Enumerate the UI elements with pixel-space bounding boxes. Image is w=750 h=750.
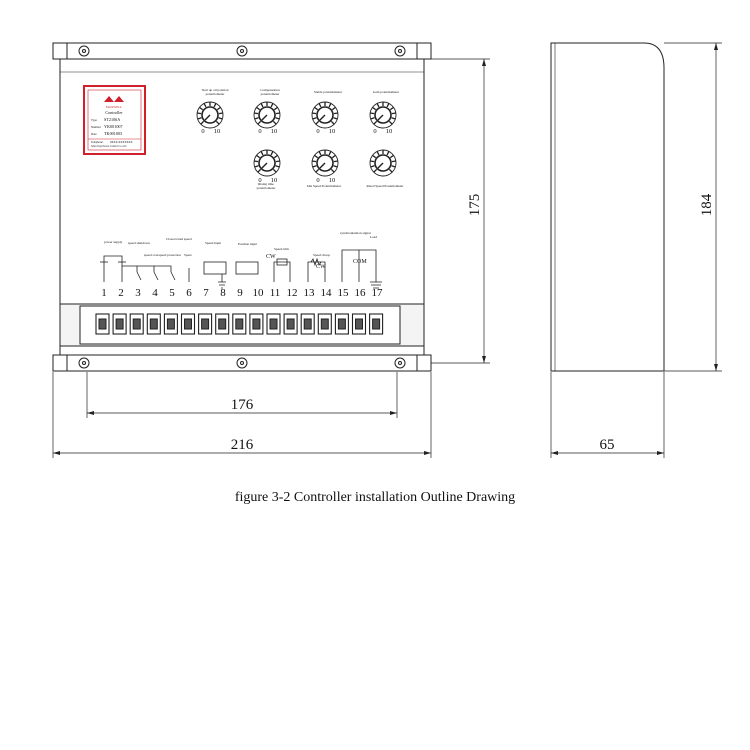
dim-184: 184 bbox=[699, 193, 715, 217]
mount-hole bbox=[79, 46, 89, 56]
terminal-number: 14 bbox=[320, 287, 332, 299]
pot-label: potentiometer bbox=[256, 186, 276, 190]
terminal-screw bbox=[96, 314, 109, 334]
potentiometer-knob bbox=[254, 150, 280, 176]
terminal-screw bbox=[318, 314, 331, 334]
potentiometer-knob bbox=[370, 102, 396, 128]
side-view bbox=[551, 43, 664, 371]
label-com: COM bbox=[353, 259, 367, 265]
terminal-screw bbox=[267, 314, 280, 334]
label-speed-droop: Speed droop bbox=[313, 253, 331, 257]
pot-label: Compensation bbox=[260, 88, 280, 92]
terminal-number: 1 bbox=[101, 287, 107, 299]
terminal-number: 3 bbox=[135, 287, 141, 299]
potentiometer-labels bbox=[202, 88, 405, 190]
label-load: Load bbox=[370, 235, 377, 239]
terminal-screw bbox=[216, 314, 229, 334]
label-speed-shutdown: speed shutdown bbox=[128, 241, 150, 245]
pot-scale-max: 10 bbox=[213, 128, 221, 135]
label-power-supply: power supply bbox=[104, 240, 123, 244]
mount-hole bbox=[79, 358, 89, 368]
label-overspeed-protection: speed overspeed protection bbox=[144, 253, 181, 257]
dim-65: 65 bbox=[599, 437, 615, 453]
side-dimensions bbox=[551, 43, 722, 458]
terminal-screw bbox=[164, 314, 177, 334]
label-position-input: Position input bbox=[238, 242, 257, 246]
plate-brand: MAXWELL bbox=[105, 105, 123, 109]
label-cw: CW bbox=[266, 254, 276, 260]
pot-label: potentiometer bbox=[205, 92, 225, 96]
terminal-screw bbox=[353, 314, 366, 334]
terminal-number: 5 bbox=[169, 287, 175, 299]
mount-hole bbox=[237, 358, 247, 368]
terminal-numbers bbox=[101, 287, 383, 299]
plate-date-value: TK001003 bbox=[104, 131, 123, 136]
label-plate bbox=[84, 86, 145, 154]
plate-number-value: YK001007 bbox=[104, 124, 123, 129]
dim-176: 176 bbox=[230, 397, 254, 413]
potentiometer-group bbox=[197, 102, 396, 176]
wiring-labels bbox=[104, 231, 377, 270]
terminal-screw bbox=[301, 314, 314, 334]
label-spare: Spare bbox=[184, 253, 192, 257]
pot-scale-max: 10 bbox=[270, 128, 278, 135]
potentiometer-knob bbox=[197, 102, 223, 128]
mount-hole bbox=[395, 46, 405, 56]
pot-scale-min: 0 bbox=[373, 128, 377, 135]
potentiometer-knob bbox=[312, 102, 338, 128]
terminal-screw bbox=[147, 314, 160, 334]
terminal-number: 2 bbox=[118, 287, 124, 299]
label-closed-rated-speed: Closed rated speed bbox=[166, 237, 192, 241]
dim-175: 175 bbox=[467, 193, 483, 217]
terminal-number: 13 bbox=[303, 287, 315, 299]
top-flange bbox=[53, 43, 431, 59]
pot-label: potentiometer bbox=[260, 92, 280, 96]
label-speed-trim: Speed trim bbox=[274, 247, 289, 251]
terminal-number: 9 bbox=[237, 287, 243, 299]
plate-company: Xi'an Topt Power Control Co.,Ltd bbox=[91, 145, 127, 148]
terminal-screw bbox=[199, 314, 212, 334]
pot-scale-max: 10 bbox=[328, 177, 336, 184]
pot-label: Start up oil position bbox=[201, 88, 229, 92]
plate-type-label: Type bbox=[91, 118, 97, 122]
pot-label: Idle Speed Potentiometer bbox=[306, 184, 342, 188]
dim-216: 216 bbox=[230, 437, 254, 453]
potentiometer-scales bbox=[201, 128, 392, 184]
pot-label: Rising time bbox=[258, 182, 274, 186]
pot-scale-max: 10 bbox=[385, 128, 393, 135]
terminal-number: 15 bbox=[337, 287, 349, 299]
plate-footer-label: Telephone: bbox=[91, 141, 104, 144]
pot-label: Gain potentiometer bbox=[372, 90, 400, 94]
terminal-number: 16 bbox=[354, 287, 366, 299]
terminal-number: 6 bbox=[186, 287, 192, 299]
pot-scale-min: 0 bbox=[201, 128, 205, 135]
plate-number-label: Number bbox=[91, 125, 101, 129]
terminal-number: 11 bbox=[269, 287, 281, 299]
terminal-number: 10 bbox=[252, 287, 264, 299]
pot-scale-max: 10 bbox=[270, 177, 278, 184]
potentiometer-knob bbox=[312, 150, 338, 176]
label-synchronize: synchronization signal bbox=[340, 231, 371, 235]
side-profile bbox=[551, 43, 664, 371]
bottom-flange bbox=[53, 355, 431, 371]
terminal-screw bbox=[335, 314, 348, 334]
terminal-number: 12 bbox=[286, 287, 298, 299]
pot-scale-min: 0 bbox=[316, 177, 320, 184]
potentiometer-knob bbox=[254, 102, 280, 128]
pot-scale-max: 10 bbox=[328, 128, 336, 135]
terminal-screw bbox=[113, 314, 126, 334]
figure-caption: figure 3-2 Controller installation Outline Drawing bbox=[234, 490, 516, 505]
plate-title: Controller bbox=[105, 110, 123, 115]
label-cw: CW bbox=[316, 264, 326, 270]
pot-label: Rated Speed Potentiometer bbox=[366, 184, 404, 188]
plate-date-label: Date bbox=[91, 132, 97, 136]
pot-scale-min: 0 bbox=[316, 128, 320, 135]
terminal-screw bbox=[284, 314, 297, 334]
mount-hole bbox=[237, 46, 247, 56]
plate-type-value: ST2106A bbox=[104, 117, 121, 122]
terminal-number: 17 bbox=[371, 287, 383, 299]
terminal-screw bbox=[182, 314, 195, 334]
pot-label: Stable potentiometer bbox=[313, 90, 343, 94]
terminal-number: 4 bbox=[152, 287, 158, 299]
terminal-number: 8 bbox=[220, 287, 226, 299]
pot-scale-min: 0 bbox=[258, 177, 262, 184]
terminal-screw bbox=[250, 314, 263, 334]
label-speed-input: Speed input bbox=[205, 241, 222, 245]
terminal-screw bbox=[130, 314, 143, 334]
wiring-schematic bbox=[100, 250, 382, 288]
mount-hole bbox=[395, 358, 405, 368]
potentiometer-knob bbox=[370, 150, 396, 176]
plate-footer-value: 0XXX-XXXXXXX bbox=[110, 141, 133, 144]
terminal-screw bbox=[233, 314, 246, 334]
terminal-screw bbox=[370, 314, 383, 334]
pot-scale-min: 0 bbox=[258, 128, 262, 135]
terminal-number: 7 bbox=[203, 287, 209, 299]
